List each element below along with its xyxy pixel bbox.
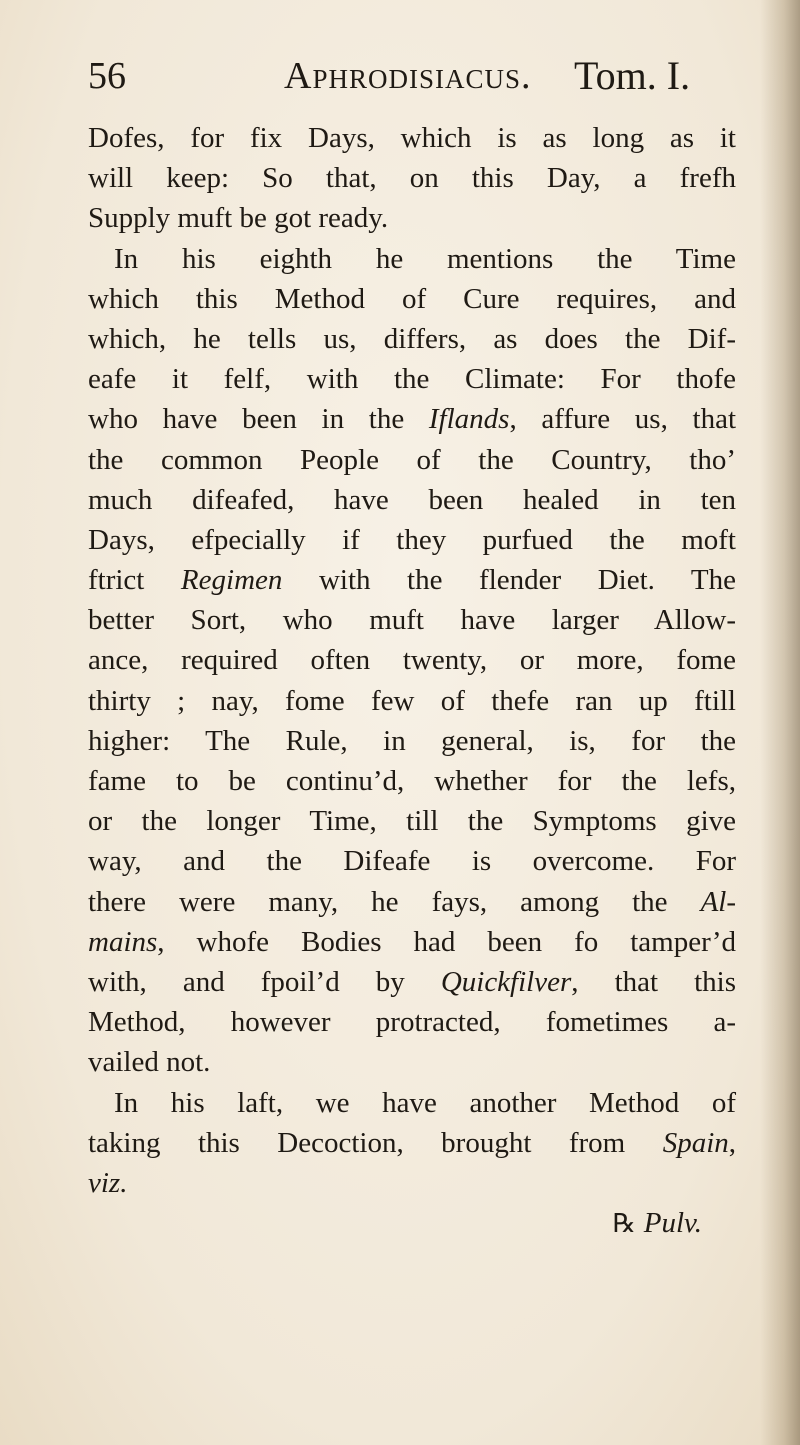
text-line <box>88 520 736 560</box>
text-run: who have been in the <box>88 403 429 436</box>
page-edge-shadow <box>760 0 800 1445</box>
text-run: with, and fpoil’d by <box>88 965 441 998</box>
text-run: Method, however protracted, fometimes a- <box>88 1006 736 1039</box>
page-number: 56 <box>88 55 126 97</box>
text-run: which this Method of Cure requires, and <box>88 282 736 315</box>
text-run: with the flender Diet. The <box>282 564 737 597</box>
text-run: , that this <box>571 965 737 998</box>
text-run: much difeafed, have been healed in ten <box>88 483 736 516</box>
text-line <box>88 1083 736 1123</box>
text-run: Dofes, for fix Days, which is as long as it <box>88 122 736 154</box>
text-line <box>88 922 736 962</box>
text-line <box>88 1002 736 1042</box>
text-line <box>88 841 736 881</box>
text-line <box>88 359 736 399</box>
body-text <box>88 118 736 1243</box>
text-line <box>88 279 736 319</box>
text-run: higher: The Rule, in general, is, for the <box>88 724 736 757</box>
text-run: Days, efpecially if they purfued the moft <box>88 523 736 556</box>
text-line <box>88 962 736 1002</box>
text-line <box>88 560 736 600</box>
text-line <box>88 440 736 480</box>
text-run: the common People of the Country, tho’ <box>88 443 736 476</box>
text-line <box>88 399 736 439</box>
text-line <box>88 118 736 158</box>
text-line <box>88 882 736 922</box>
catchword: Pulv. <box>643 1207 702 1240</box>
text-run: , whofe Bodies had been fo tamper’d <box>157 925 736 958</box>
page-header <box>88 48 768 104</box>
text-line <box>88 721 736 761</box>
catchword-line <box>88 1203 736 1243</box>
text-run: ance, required often twenty, or more, fome <box>88 644 736 677</box>
text-run: or the longer Time, till the Symptoms give <box>88 805 736 838</box>
text-run: In his laft, we have another Method of <box>114 1086 736 1119</box>
text-run: , affure us, that <box>509 403 736 436</box>
recipe-symbol: ℞ <box>612 1209 636 1239</box>
italic-text: Spain <box>662 1126 729 1159</box>
italic-text: Iflands <box>428 403 510 436</box>
text-run: eafe it felf, with the Climate: For thofe <box>88 363 736 396</box>
text-line <box>88 1042 736 1082</box>
text-run: fame to be continu’d, whether for the lefs, <box>88 765 736 797</box>
text-run: In his eighth he mentions the Time <box>114 242 736 275</box>
text-run: Supply muft be got ready. <box>88 202 389 235</box>
volume-label: Tom. I. <box>574 53 691 98</box>
italic-text: viz. <box>88 1166 128 1199</box>
text-run: better Sort, who muft have larger Allow- <box>88 604 736 637</box>
text-run: there were many, he fays, among the <box>88 885 701 918</box>
italic-text: mains <box>88 925 158 958</box>
text-run: , <box>728 1126 736 1159</box>
italic-text: Regimen <box>180 564 283 597</box>
text-run: will keep: So that, on this Day, a frefh <box>88 162 736 195</box>
text-line <box>88 761 736 801</box>
text-line <box>88 681 736 721</box>
text-run: thirty ; nay, fome few of thefe ran up ftill <box>88 684 736 717</box>
text-line <box>88 239 736 279</box>
running-title: Aphrodisiacus. <box>284 55 532 97</box>
text-line <box>88 1163 736 1203</box>
text-line <box>88 801 736 841</box>
text-run: ftrict <box>88 564 181 597</box>
text-line <box>88 480 736 520</box>
text-run: taking this Decoction, brought from <box>88 1126 663 1159</box>
text-line <box>88 1123 736 1163</box>
text-line <box>88 600 736 640</box>
italic-text: Quickfilver <box>440 965 572 998</box>
text-line <box>88 319 736 359</box>
text-line <box>88 640 736 680</box>
text-run: way, and the Difeafe is overcome. For <box>88 845 736 878</box>
italic-text: Al- <box>700 885 736 918</box>
text-run: vailed not. <box>88 1046 211 1079</box>
text-line <box>88 158 736 198</box>
text-line <box>88 198 736 238</box>
text-run: which, he tells us, differs, as does the Dif- <box>88 322 736 355</box>
